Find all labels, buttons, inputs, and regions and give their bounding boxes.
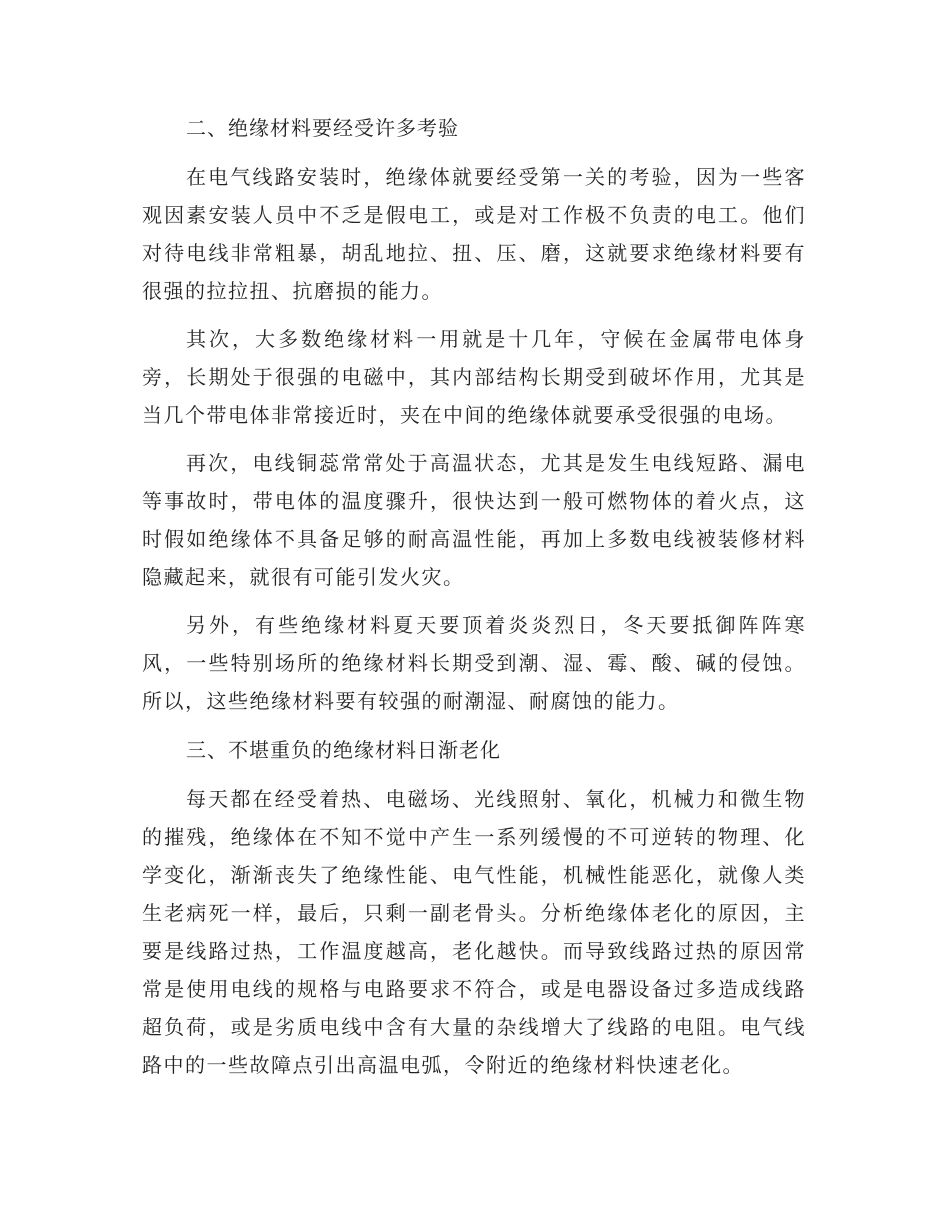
section-heading-2: 二、绝缘材料要经受许多考验 [186,116,459,140]
section-heading-3: 三、不堪重负的绝缘材料日渐老化 [186,738,501,762]
paragraph-electromagnetic: 其次，大多数绝缘材料一用就是十几年，守候在金属带电体身旁，长期处于很强的电磁中，其内部结构长期受到破坏作用，尤其是当几个带电体非常接近时，夹在中间的绝缘体就要承受很强的电场。 [142,327,806,427]
paragraph-environment: 另外，有些绝缘材料夏天要顶着炎炎烈日，冬天要抵御阵阵寒风，一些特别场所的绝缘材料长期受到潮、湿、霉、酸、碱的侵蚀。所以，这些绝缘材料要有较强的耐潮湿、耐腐蚀的能力。 [142,613,806,713]
paragraph-high-temperature: 再次，电线铜蕊常常处于高温状态，尤其是发生电线短路、漏电等事故时，带电体的温度骤升，很快达到一般可燃物体的着火点，这时假如绝缘体不具备足够的耐高温性能，再加上多数电线被装修材料隐藏起来，就很有可能引发火灾。 [142,451,806,589]
document-page [142,108,806,1094]
paragraph-aging: 每天都在经受着热、电磁场、光线照射、氧化，机械力和微生物的摧残，绝缘体在不知不觉中产生一系列缓慢的不可逆转的物理、化学变化，渐渐丧失了绝缘性能、电气性能，机械性能恶化，就像人类生老病死一样，最后，只剩一副老骨头。分析绝缘体老化的原因，主要是线路过热，工作温度越高，老化越快。而导致线路过热的原因常常是使用电线的规格与电路要求不符合，或是电器设备过多造成线路超负荷，或是劣质电线中含有大量的杂线增大了线路的电阻。电气线路中的一些故障点引出高温电弧，令附近的绝缘材料快速老化。 [142,787,806,1077]
paragraph-installation: 在电气线路安装时，绝缘体就要经受第一关的考验，因为一些客观因素安装人员中不乏是假电工，或是对工作极不负责的电工。他们对待电线非常粗暴，胡乱地拉、扭、压、磨，这就要求绝缘材料要有很强的拉拉扭、抗磨损的能力。 [142,165,806,303]
